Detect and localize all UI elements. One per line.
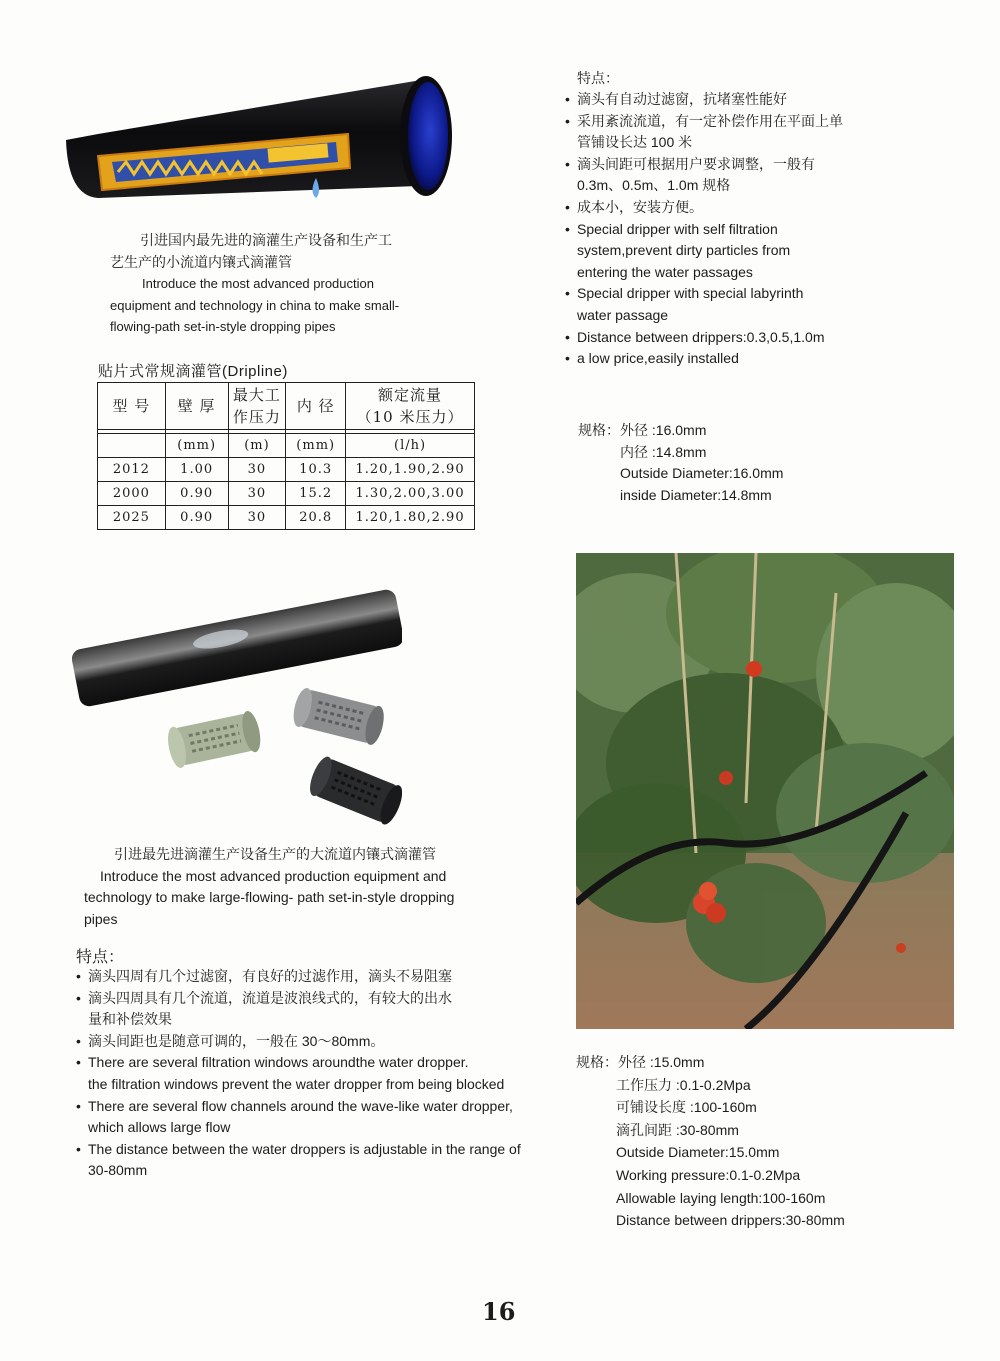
feature-line: which allows large flow	[88, 1119, 231, 1136]
header-rated-flow	[346, 383, 475, 430]
feature-line: 30-80mm	[88, 1162, 148, 1179]
feature-line: 滴头四周有几个过滤窗，有良好的过滤作用，滴头不易阻塞	[88, 968, 452, 984]
table-cell: 0.90	[165, 482, 228, 506]
spec-top	[578, 420, 838, 506]
bottom-caption-en-3: pipes	[84, 910, 118, 927]
feature-line: • Special dripper with special labyrinth	[577, 285, 804, 302]
list-item	[76, 1096, 536, 1139]
table-title: 贴片式常规滴灌管(Dripline)	[98, 363, 288, 380]
feature-line: • Distance between drippers:0.3,0.5,1.0m	[577, 328, 825, 345]
features-list-top	[565, 89, 865, 370]
list-item	[565, 89, 865, 111]
spec-line: 工作压力 :0.1-0.2Mpa	[616, 1076, 751, 1093]
top-caption-cn-1: 引进国内最先进的滴灌生产设备和生产工	[140, 232, 392, 248]
feature-line: • The distance between the water droppers is adjustable in the range of	[88, 1140, 521, 1157]
feature-line: • Special dripper with self filtration	[577, 220, 778, 237]
list-item	[565, 197, 865, 219]
table-cell: 0.90	[165, 506, 228, 530]
table-cell: 2025	[98, 506, 166, 530]
table-units-row	[98, 434, 475, 458]
spec-line: 外径 :15.0mm	[618, 1054, 705, 1070]
pipe-and-drippers-photo	[72, 565, 402, 835]
feature-line: water passage	[577, 306, 669, 323]
feature-line: 0.3m、0.5m、1.0m 规格	[577, 177, 731, 194]
feature-line: system,prevent dirty particles from	[577, 242, 791, 259]
top-caption-en-2: equipment and technology in china to make small-	[110, 297, 400, 313]
list-item	[76, 988, 536, 1031]
unit-cell: (mm)	[286, 434, 346, 458]
table-cell: 30	[228, 458, 286, 482]
feature-line: • 滴头间距可根据用户要求调整，一般有	[577, 155, 815, 172]
tomato-field-photo	[576, 553, 954, 1029]
spec-bottom-label: 规格：	[576, 1054, 618, 1070]
spec-top-label: 规格：	[578, 422, 620, 438]
table-row	[98, 458, 475, 482]
list-item	[76, 1139, 536, 1182]
header-rated-flow-line1: 额定流量	[378, 386, 443, 404]
unit-cell: (l/h)	[346, 434, 475, 458]
spec-line: 外径 :16.0mm	[620, 422, 707, 438]
top-caption-en-1: Introduce the most advanced production	[142, 276, 374, 291]
feature-line: • 滴头四周具有几个流道，流道是波浪线式的，有较大的出水	[88, 989, 452, 1006]
table-cell: 30	[228, 482, 286, 506]
header-model: 型 号	[98, 383, 166, 430]
header-wall-thickness: 壁 厚	[165, 383, 228, 430]
grey-dripper	[290, 686, 387, 747]
feature-line: entering the water passages	[577, 263, 753, 280]
features-list-bottom	[76, 966, 536, 1182]
green-dripper	[165, 709, 264, 769]
unit-cell	[98, 434, 166, 458]
table-header-row	[98, 383, 475, 430]
table-row	[98, 482, 475, 506]
table-cell: 1.00	[165, 458, 228, 482]
table-cell: 20.8	[286, 506, 346, 530]
list-item	[565, 219, 865, 284]
bottom-caption-en-2: technology to make large-flowing- path set-in-style dropping	[84, 889, 455, 905]
black-dripper	[306, 754, 402, 827]
spec-line: Distance between drippers:30-80mm	[616, 1212, 845, 1229]
spec-line: Outside Diameter:15.0mm	[616, 1144, 780, 1161]
bottom-caption-cn: 引进最先进滴灌生产设备生产的大流道内镶式滴灌管	[114, 846, 436, 862]
table-cell: 2012	[98, 458, 166, 482]
feature-line: • 采用紊流流道，有一定补偿作用在平面上单	[577, 112, 843, 129]
unit-cell: (m)	[228, 434, 286, 458]
feature-line: 量和补偿效果	[88, 1011, 172, 1028]
list-item	[565, 154, 865, 197]
list-item	[76, 1031, 536, 1053]
feature-line: the filtration windows prevent the water dropper from being blocked	[88, 1075, 505, 1092]
list-item	[76, 966, 536, 988]
spec-line: Working pressure:0.1-0.2Mpa	[616, 1166, 801, 1183]
header-rated-flow-line2: （10 米压力）	[356, 408, 464, 426]
feature-line: • 成本小，安装方便。	[577, 198, 703, 215]
table-cell: 1.20,1.80,2.90	[346, 506, 475, 530]
table-cell: 1.30,2.00,3.00	[346, 482, 475, 506]
feature-line: • a low price,easily installed	[577, 350, 739, 367]
table-cell: 15.2	[286, 482, 346, 506]
spec-line: 内径 :14.8mm	[620, 443, 707, 460]
table-row	[98, 506, 475, 530]
features-heading-top: 特点：	[577, 70, 619, 86]
header-inner-diameter: 内 径	[286, 383, 346, 430]
features-heading-bottom: 特点：	[76, 949, 125, 966]
spec-bottom	[576, 1051, 876, 1232]
feature-line: 管铺设长达 100 米	[577, 134, 693, 151]
table-cell: 10.3	[286, 458, 346, 482]
header-max-pressure-line1: 最大工	[232, 386, 281, 404]
dripline-spec-table	[97, 382, 475, 530]
table-cell: 30	[228, 506, 286, 530]
list-item	[565, 327, 865, 349]
unit-cell: (mm)	[165, 434, 228, 458]
top-caption-cn-2: 艺生产的小流道内镶式滴灌管	[110, 253, 292, 270]
feature-line: • There are several flow channels around the wave-like water dropper,	[88, 1097, 513, 1114]
bottom-caption-en-1: Introduce the most advanced production equipment and	[100, 867, 447, 884]
spec-line: 可铺设长度 :100-160m	[616, 1099, 757, 1116]
list-item	[565, 283, 865, 326]
feature-line: • 滴头有自动过滤窗，抗堵塞性能好	[577, 91, 787, 107]
page-number: 16	[482, 1297, 516, 1326]
feature-line: • There are several filtration windows aroundthe water dropper.	[88, 1054, 469, 1071]
top-caption	[110, 230, 440, 338]
spec-line: Allowable laying length:100-160m	[616, 1189, 826, 1206]
dripline-cutaway-illustration	[58, 68, 458, 208]
header-max-pressure-line2: 作压力	[232, 408, 281, 426]
header-max-pressure	[228, 383, 286, 430]
spec-line: 滴孔间距 :30-80mm	[616, 1121, 739, 1138]
spec-line: inside Diameter:14.8mm	[620, 486, 772, 503]
spec-line: Outside Diameter:16.0mm	[620, 465, 784, 482]
table-cell: 2000	[98, 482, 166, 506]
top-caption-en-3: flowing-path set-in-style dropping pipes	[110, 319, 336, 334]
list-item	[76, 1052, 536, 1095]
feature-line: 滴头间距也是随意可调的，一般在 30～80mm。	[88, 1032, 385, 1049]
table-cell: 1.20,1.90,2.90	[346, 458, 475, 482]
bottom-caption	[84, 844, 484, 930]
list-item	[565, 111, 865, 154]
list-item	[565, 348, 865, 370]
